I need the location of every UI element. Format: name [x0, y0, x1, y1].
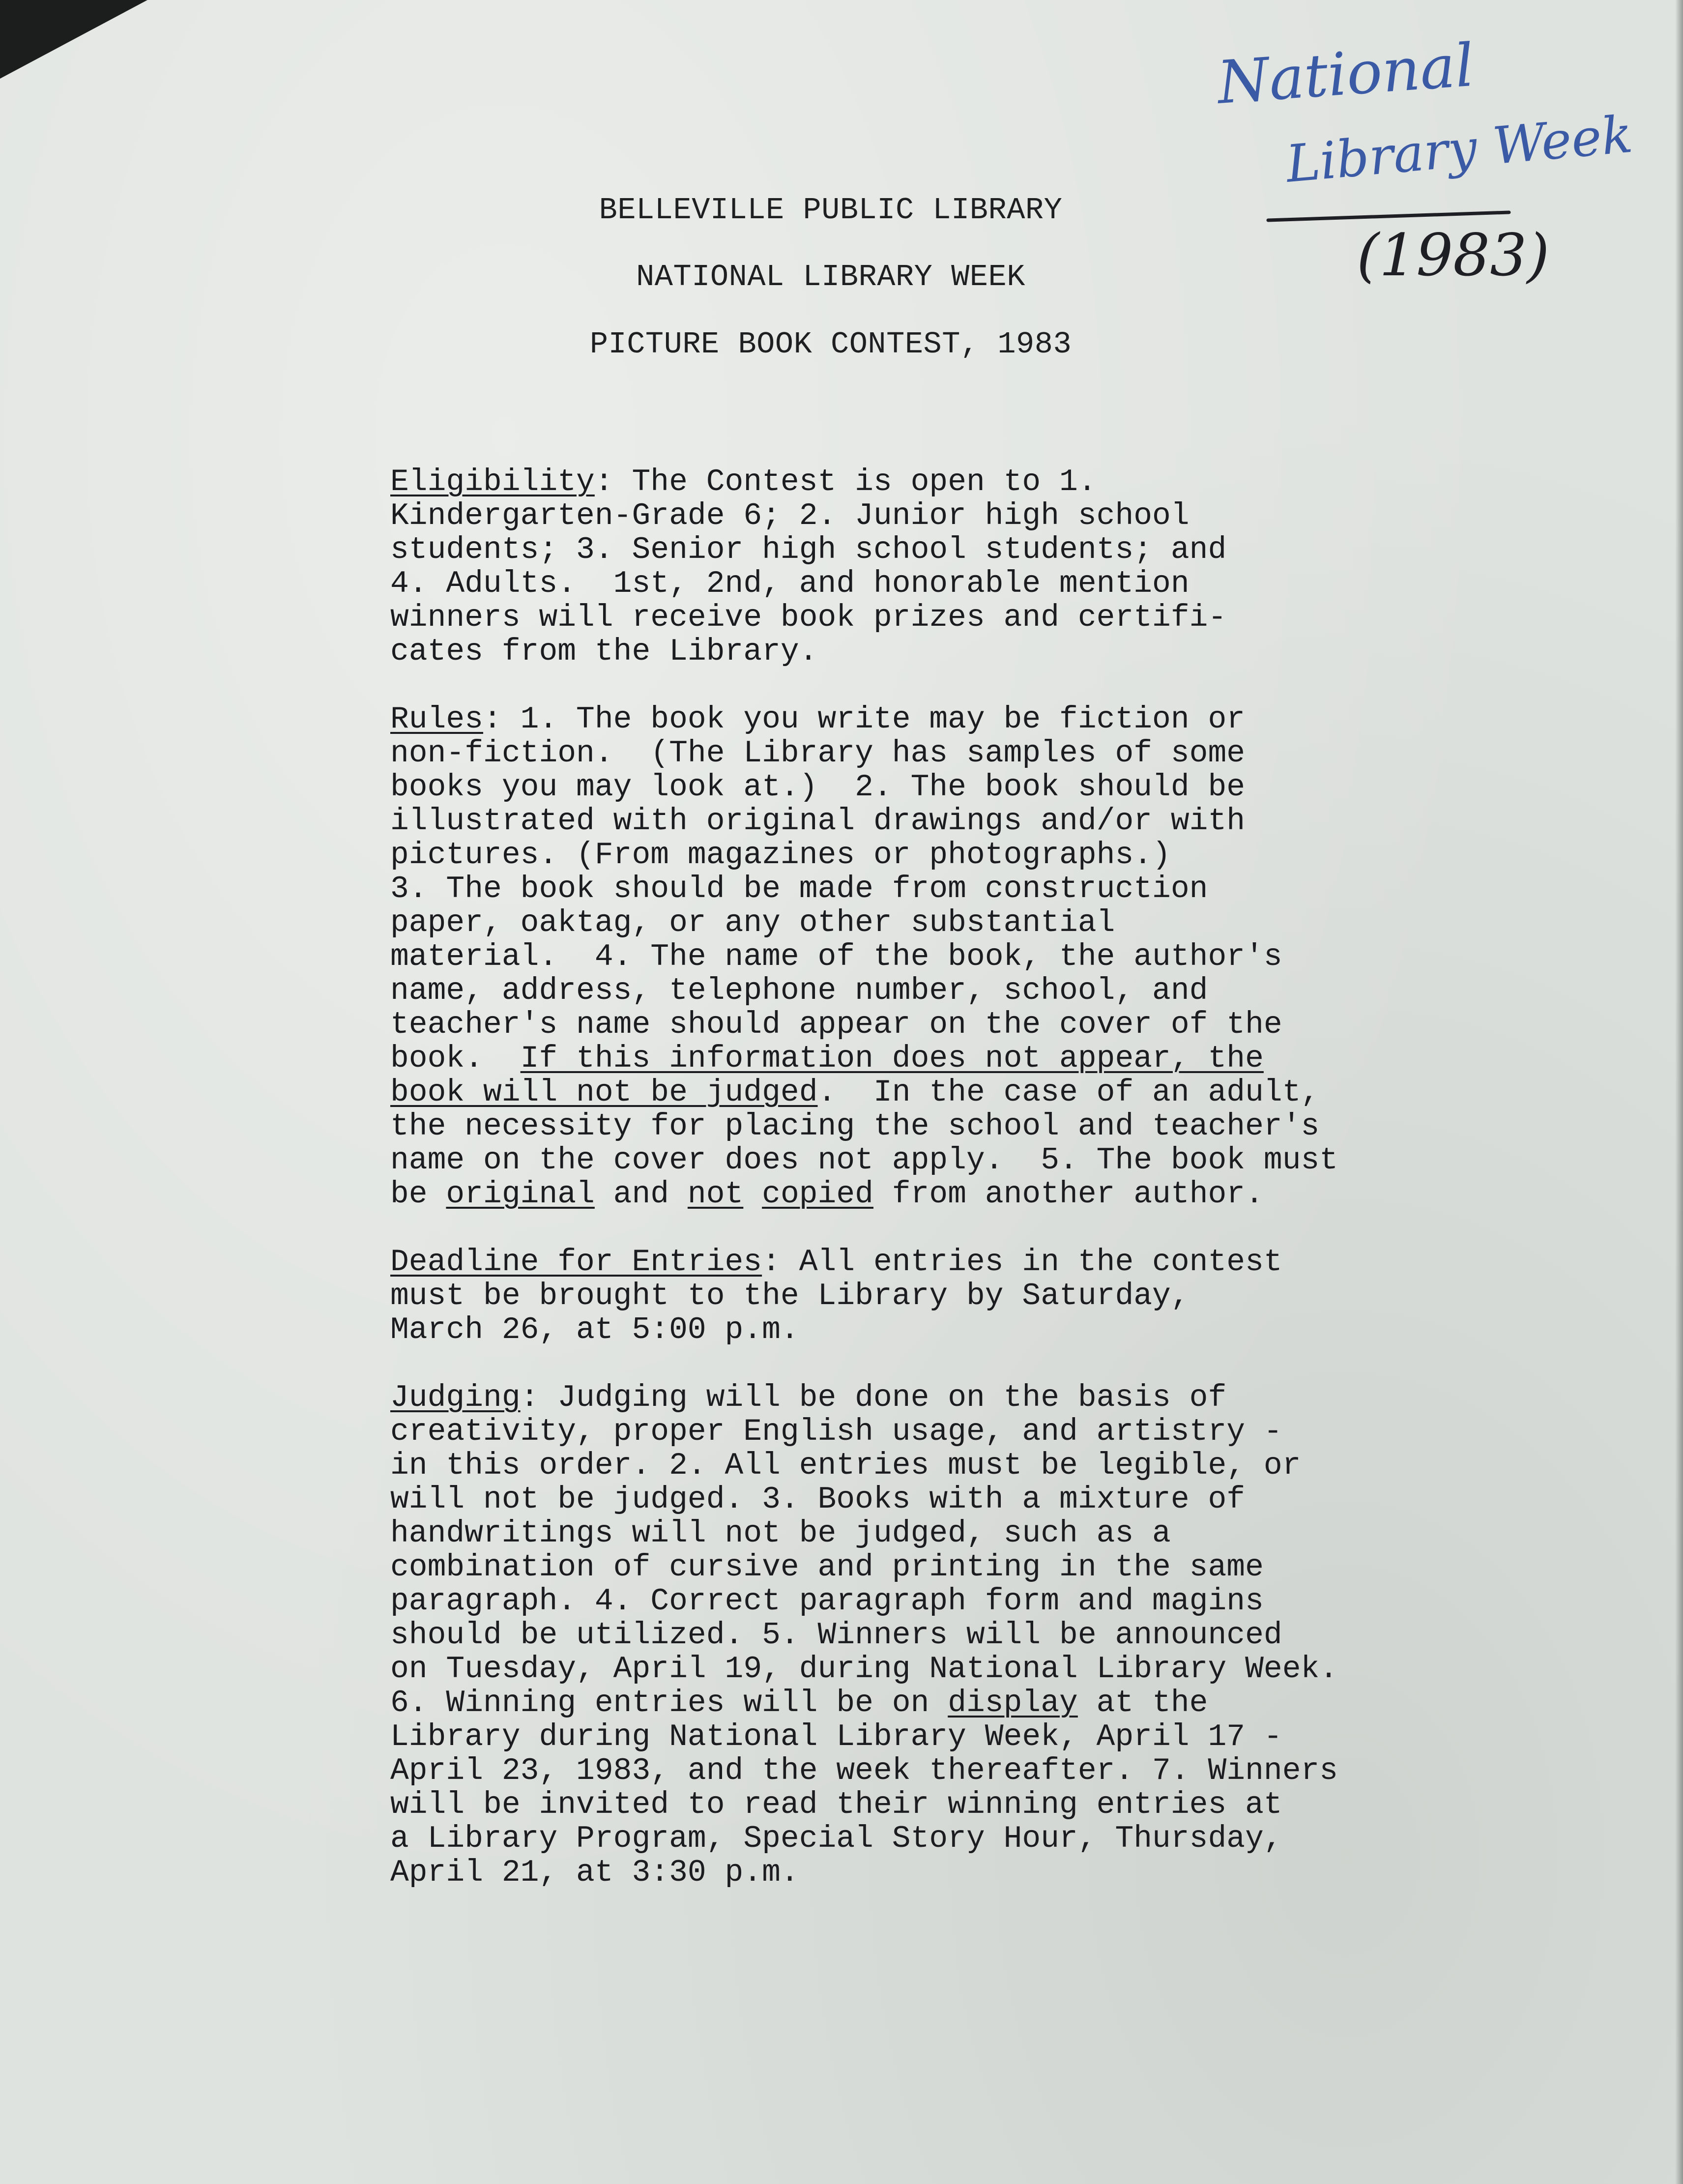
text-line: will be invited to read their winning entries at	[390, 1787, 1282, 1822]
text-line: the necessity for placing the school and teacher's	[390, 1109, 1320, 1144]
text-line: March 26, at 5:00 p.m.	[390, 1312, 799, 1347]
eligibility-label: Eligibility	[390, 465, 595, 499]
rules-section	[390, 702, 1452, 1211]
text-line: combination of cursive and printing in the same	[390, 1550, 1264, 1585]
text-line: should be utilized. 5. Winners will be announced	[390, 1618, 1282, 1653]
text-line: on Tuesday, April 19, during National Library Week.	[390, 1652, 1338, 1687]
annotation-line-1: National	[1215, 31, 1477, 117]
text-line: paper, oaktag, or any other substantial	[390, 905, 1115, 940]
text-line: will not be judged. 3. Books with a mixture of	[390, 1482, 1246, 1517]
text-line: winners will receive book prizes and certifi-	[390, 600, 1227, 635]
text-line: April 21, at 3:30 p.m.	[390, 1855, 799, 1890]
text-line: 3. The book should be made from construction	[390, 872, 1208, 906]
text-line: 4. Adults. 1st, 2nd, and honorable mention	[390, 566, 1190, 601]
text-line: cates from the Library.	[390, 634, 818, 669]
text-line: April 23, 1983, and the week thereafter. 7. Winners	[390, 1753, 1338, 1788]
text-line: creativity, proper English usage, and artistry -	[390, 1414, 1282, 1449]
text-line: a Library Program, Special Story Hour, Thursday,	[390, 1821, 1282, 1856]
text-line: books you may look at.) 2. The book should be	[390, 770, 1246, 805]
page-edge-shadow	[1675, 0, 1683, 2184]
text-line: be	[390, 1177, 446, 1212]
text-line: and	[594, 1177, 688, 1212]
text-line: at the	[1077, 1686, 1208, 1720]
text-line: Kindergarten-Grade 6; 2. Junior high school	[390, 498, 1190, 533]
underlined-original: original	[446, 1177, 595, 1212]
annotation-line-2: Library Week	[1283, 104, 1635, 194]
text-line: must be brought to the Library by Saturday,	[390, 1279, 1190, 1313]
text-line: from another author.	[873, 1177, 1264, 1212]
text-line	[743, 1177, 762, 1212]
text-line: teacher's name should appear on the cover of the	[390, 1007, 1282, 1042]
text-line: book.	[390, 1041, 521, 1076]
contest-rules-body	[390, 465, 1452, 1923]
text-line: pictures. (From magazines or photographs.)	[390, 838, 1171, 873]
text-line: : 1. The book you write may be fiction or	[483, 702, 1246, 737]
text-line: : The Contest is open to 1.	[594, 465, 1097, 499]
deadline-section	[390, 1245, 1452, 1347]
rules-label: Rules	[390, 702, 484, 737]
underlined-not: not	[687, 1177, 744, 1212]
text-line: handwritings will not be judged, such as a	[390, 1516, 1171, 1551]
text-line: : All entries in the contest	[762, 1245, 1282, 1280]
eligibility-section	[390, 465, 1452, 669]
text-line: name, address, telephone number, school, and	[390, 973, 1208, 1008]
judging-label: Judging	[390, 1380, 521, 1415]
title-week: NATIONAL LIBRARY WEEK	[636, 260, 1025, 294]
underlined-warning-end: book will not be judged	[390, 1075, 818, 1110]
text-line: : Judging will be done on the basis of	[520, 1380, 1227, 1415]
judging-section	[390, 1381, 1452, 1890]
text-line: material. 4. The name of the book, the author's	[390, 939, 1282, 974]
underlined-display: display	[948, 1686, 1078, 1720]
text-line: non-fiction. (The Library has samples of some	[390, 736, 1246, 771]
title-library: BELLEVILLE PUBLIC LIBRARY	[599, 193, 1063, 228]
annotation-line-3: (1983)	[1357, 221, 1550, 289]
text-line: name on the cover does not apply. 5. The book must	[390, 1143, 1338, 1178]
text-line: in this order. 2. All entries must be legible, or	[390, 1448, 1301, 1483]
underlined-warning: If this information does not appear, the	[520, 1041, 1264, 1076]
title-contest: PICTURE BOOK CONTEST, 1983	[589, 327, 1072, 362]
text-line: Library during National Library Week, April 17 -	[390, 1719, 1282, 1754]
text-line: . In the case of an adult,	[817, 1075, 1320, 1110]
text-line: 6. Winning entries will be on	[390, 1686, 948, 1720]
deadline-label: Deadline for Entries	[390, 1245, 762, 1280]
underlined-copied: copied	[762, 1177, 873, 1212]
text-line: paragraph. 4. Correct paragraph form and magins	[390, 1584, 1264, 1619]
text-line: students; 3. Senior high school students; and	[390, 532, 1227, 567]
text-line: illustrated with original drawings and/or with	[390, 804, 1246, 839]
page-corner-shadow	[0, 0, 147, 79]
